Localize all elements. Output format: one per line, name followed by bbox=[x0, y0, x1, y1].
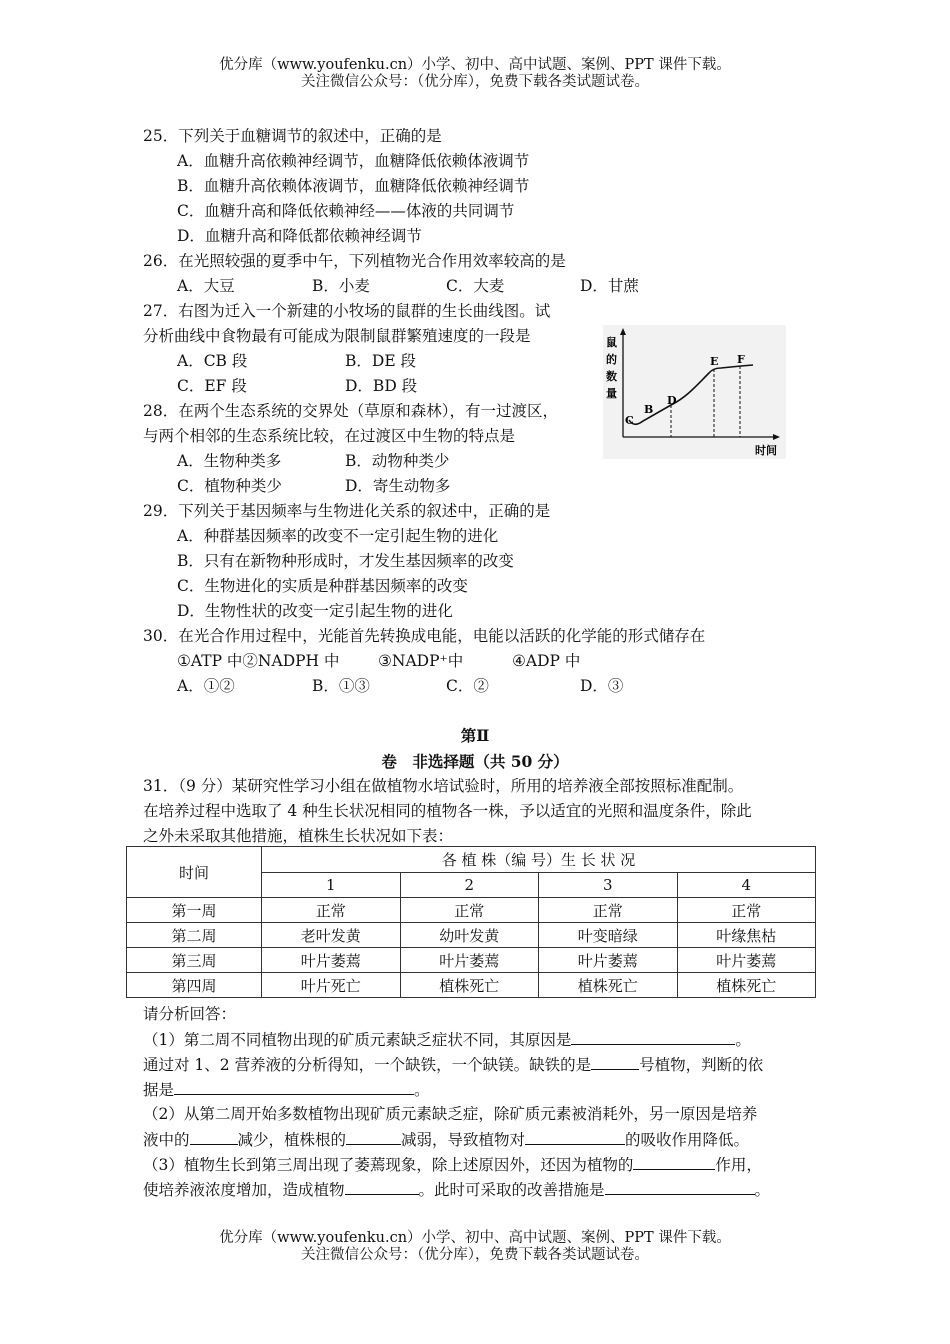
q25-stem: 25．下列关于血糖调节的叙述中，正确的是 bbox=[143, 127, 442, 145]
q31-part3-text-2: 作用， bbox=[715, 1156, 762, 1174]
answer-blank[interactable] bbox=[346, 1129, 401, 1145]
table-header-group: 各 植 株（编 号）生 长 状 况 bbox=[262, 847, 816, 873]
q30-option-b: B．①③ bbox=[312, 677, 370, 695]
q31-part2-line2 bbox=[143, 1129, 749, 1150]
q29-option-d: D．生物性状的改变一定引起生物的进化 bbox=[177, 602, 453, 620]
point-label-d: D bbox=[667, 394, 677, 407]
point-label-b: B bbox=[644, 403, 654, 416]
q27-option-c: C．EF 段 bbox=[177, 377, 247, 395]
answer-blank[interactable] bbox=[571, 1029, 735, 1045]
table-cell: 叶片萎蔫 bbox=[539, 948, 678, 973]
q31-part3-text-3: 使培养液浓度增加，造成植物 bbox=[143, 1181, 345, 1199]
q31-part1-text-a-end: 。 bbox=[735, 1031, 751, 1049]
answer-blank[interactable] bbox=[605, 1179, 755, 1195]
q31-part1-text-a: （1）第二周不同植物出现的矿质元素缺乏症状不同，其原因是 bbox=[143, 1031, 572, 1049]
q27-option-b: B．DE 段 bbox=[345, 352, 417, 370]
q31-part1-text-b: 通过对 1、2 营养液的分析得知，一个缺铁，一个缺镁。缺铁的是 bbox=[143, 1056, 592, 1074]
table-cell: 植株死亡 bbox=[677, 973, 816, 998]
y-label-char-2: 的 bbox=[606, 353, 617, 366]
q31-part2-line1: （2）从第二周开始多数植物出现矿质元素缺乏症，除矿质元素被消耗外，另一原因是培养 bbox=[143, 1105, 758, 1123]
q30-option-d: D．③ bbox=[580, 677, 624, 695]
table-cell: 叶片死亡 bbox=[262, 973, 401, 998]
q31-stem-2: 在培养过程中选取了 4 种生长状况相同的植物各一株，予以适宜的光照和温度条件，除此 bbox=[143, 802, 752, 820]
table-cell: 正常 bbox=[400, 898, 539, 923]
q31-part2-text-2: 减少，植株根的 bbox=[237, 1131, 347, 1149]
q31-part1-line1 bbox=[143, 1029, 751, 1050]
q29-option-a: A．种群基因频率的改变不一定引起生物的进化 bbox=[177, 527, 499, 545]
answer-blank[interactable] bbox=[345, 1179, 419, 1195]
q28-stem-2: 与两个相邻的生态系统比较，在过渡区中生物的特点是 bbox=[143, 427, 516, 445]
q31-ask: 请分析回答： bbox=[143, 1005, 237, 1023]
y-label-char-1: 鼠 bbox=[606, 336, 617, 349]
table-cell: 正常 bbox=[677, 898, 816, 923]
q28-option-c: C．植物种类少 bbox=[177, 477, 282, 495]
q31-part3-text-1: （3）植物生长到第三周出现了萎蔫现象，除上述原因外，还因为植物的 bbox=[143, 1156, 634, 1174]
q26-stem: 26．在光照较强的夏季中午，下列植物光合作用效率较高的是 bbox=[143, 252, 566, 270]
table-cell-week: 第二周 bbox=[127, 923, 262, 948]
q30-item-4: ④ADP 中 bbox=[512, 652, 581, 670]
mouse-growth-curve-figure bbox=[603, 325, 786, 459]
q30-option-c: C．② bbox=[446, 677, 489, 695]
q26-option-c: C．大麦 bbox=[446, 277, 505, 295]
table-cell: 叶缘焦枯 bbox=[677, 923, 816, 948]
q28-option-b: B．动物种类少 bbox=[345, 452, 450, 470]
section-title-line-1: 第Ⅱ bbox=[460, 726, 490, 745]
q25-option-a: A．血糖升高依赖神经调节，血糖降低依赖体液调节 bbox=[177, 152, 530, 170]
answer-blank[interactable] bbox=[525, 1129, 625, 1145]
table-row bbox=[127, 973, 816, 998]
page-footer bbox=[0, 1230, 950, 1264]
q28-stem-1: 28．在两个生态系统的交界处（草原和森林），有一过渡区， bbox=[143, 402, 558, 420]
table-cell-week: 第一周 bbox=[127, 898, 262, 923]
table-header-plant: 2 bbox=[400, 872, 539, 898]
q31-part2-text-1: 液中的 bbox=[143, 1131, 190, 1149]
table-cell-week: 第三周 bbox=[127, 948, 262, 973]
q29-stem: 29．下列关于基因频率与生物进化关系的叙述中，正确的是 bbox=[143, 502, 551, 520]
q30-item-3: ③NADP⁺中 bbox=[378, 652, 464, 670]
q27-stem-1: 27．右图为迁入一个新建的小牧场的鼠群的生长曲线图。试 bbox=[143, 302, 551, 320]
q31-part3-text-5: 。 bbox=[754, 1181, 771, 1199]
table-cell: 植株死亡 bbox=[539, 973, 678, 998]
q30-item-1-2: ①ATP 中②NADPH 中 bbox=[177, 652, 340, 670]
table-cell: 叶变暗绿 bbox=[539, 923, 678, 948]
answer-blank[interactable] bbox=[174, 1079, 414, 1095]
q31-stem-3: 之外未采取其他措施，植株生长状况如下表： bbox=[143, 827, 454, 845]
q29-option-c: C．生物进化的实质是种群基因频率的改变 bbox=[177, 577, 468, 595]
figure-background bbox=[603, 325, 786, 459]
table-cell: 叶片萎蔫 bbox=[400, 948, 539, 973]
q31-part1-line2 bbox=[143, 1054, 763, 1075]
q31-part1-text-c-end: 。 bbox=[414, 1081, 430, 1099]
q31-stem-1: 31．（9 分）某研究性学习小组在做植物水培试验时，所用的培养液全部按照标准配制。 bbox=[143, 777, 744, 795]
q31-part2-text-4: 的吸收作用降低。 bbox=[625, 1131, 750, 1149]
q31-part1-text-c: 据是 bbox=[143, 1081, 175, 1099]
table-header-time: 时间 bbox=[127, 847, 262, 898]
header-line-1: 优分库（www.youfenku.cn）小学、初中、高中试题、案例、PPT 课件下载。 bbox=[219, 57, 731, 73]
section-title-line-2: 卷 非选择题（共 50 分） bbox=[381, 752, 569, 771]
table-cell: 幼叶发黄 bbox=[400, 923, 539, 948]
q31-part3-line2 bbox=[143, 1179, 770, 1200]
point-label-e: E bbox=[710, 355, 719, 368]
table-cell: 老叶发黄 bbox=[262, 923, 401, 948]
table-row bbox=[127, 923, 816, 948]
q29-option-b: B．只有在新物种形成时，才发生基因频率的改变 bbox=[177, 552, 514, 570]
table-row bbox=[127, 948, 816, 973]
q26-option-a: A．大豆 bbox=[177, 277, 235, 295]
q30-option-a: A．①② bbox=[177, 677, 235, 695]
table-header-plant: 4 bbox=[677, 872, 816, 898]
q25-option-d: D．血糖升高和降低都依赖神经调节 bbox=[177, 227, 422, 245]
q31-part1-line3 bbox=[143, 1079, 430, 1100]
table-cell: 叶片萎蔫 bbox=[262, 948, 401, 973]
q28-option-d: D．寄生动物多 bbox=[345, 477, 451, 495]
table-header-plant: 1 bbox=[262, 872, 401, 898]
q31-part2-text-3: 减弱，导致植物对 bbox=[401, 1131, 526, 1149]
q31-part1-text-b-end: 号植物，判断的依 bbox=[639, 1056, 764, 1074]
point-label-c: C bbox=[625, 414, 634, 427]
table-header-plant: 3 bbox=[539, 872, 678, 898]
table-cell: 正常 bbox=[539, 898, 678, 923]
x-axis-label: 时间 bbox=[755, 444, 777, 457]
table-row bbox=[127, 898, 816, 923]
plant-growth-table bbox=[126, 846, 816, 998]
page-header bbox=[0, 57, 950, 91]
q31-part3-text-4: 。此时可采取的改善措施是 bbox=[418, 1181, 605, 1199]
footer-line-1: 优分库（www.youfenku.cn）小学、初中、高中试题、案例、PPT 课件下载。 bbox=[219, 1230, 731, 1246]
answer-blank[interactable] bbox=[591, 1054, 639, 1070]
q25-option-c: C．血糖升高和降低依赖神经——体液的共同调节 bbox=[177, 202, 515, 220]
q30-stem: 30．在光合作用过程中，光能首先转换成电能，电能以活跃的化学能的形式储存在 bbox=[143, 627, 706, 645]
q27-stem-2: 分析曲线中食物最有可能成为限制鼠群繁殖速度的一段是 bbox=[143, 327, 531, 345]
table-cell-week: 第四周 bbox=[127, 973, 262, 998]
q26-option-b: B．小麦 bbox=[312, 277, 370, 295]
answer-blank[interactable] bbox=[190, 1129, 238, 1145]
q31-part3-line1 bbox=[143, 1154, 762, 1175]
q27-option-d: D．BD 段 bbox=[345, 377, 418, 395]
q27-option-a: A．CB 段 bbox=[177, 352, 248, 370]
y-label-char-3: 数 bbox=[606, 370, 617, 383]
table-cell: 叶片萎蔫 bbox=[677, 948, 816, 973]
answer-blank[interactable] bbox=[633, 1154, 715, 1170]
q25-option-b: B．血糖升高依赖体液调节，血糖降低依赖神经调节 bbox=[177, 177, 530, 195]
table-cell: 植株死亡 bbox=[400, 973, 539, 998]
y-label-char-4: 量 bbox=[606, 387, 617, 400]
footer-line-2: 关注微信公众号：（优分库），免费下载各类试题试卷。 bbox=[301, 1247, 649, 1263]
q28-option-a: A．生物种类多 bbox=[177, 452, 282, 470]
header-line-2: 关注微信公众号：（优分库），免费下载各类试题试卷。 bbox=[301, 74, 649, 90]
point-label-f: F bbox=[737, 353, 745, 366]
table-cell: 正常 bbox=[262, 898, 401, 923]
q26-option-d: D．甘蔗 bbox=[580, 277, 639, 295]
